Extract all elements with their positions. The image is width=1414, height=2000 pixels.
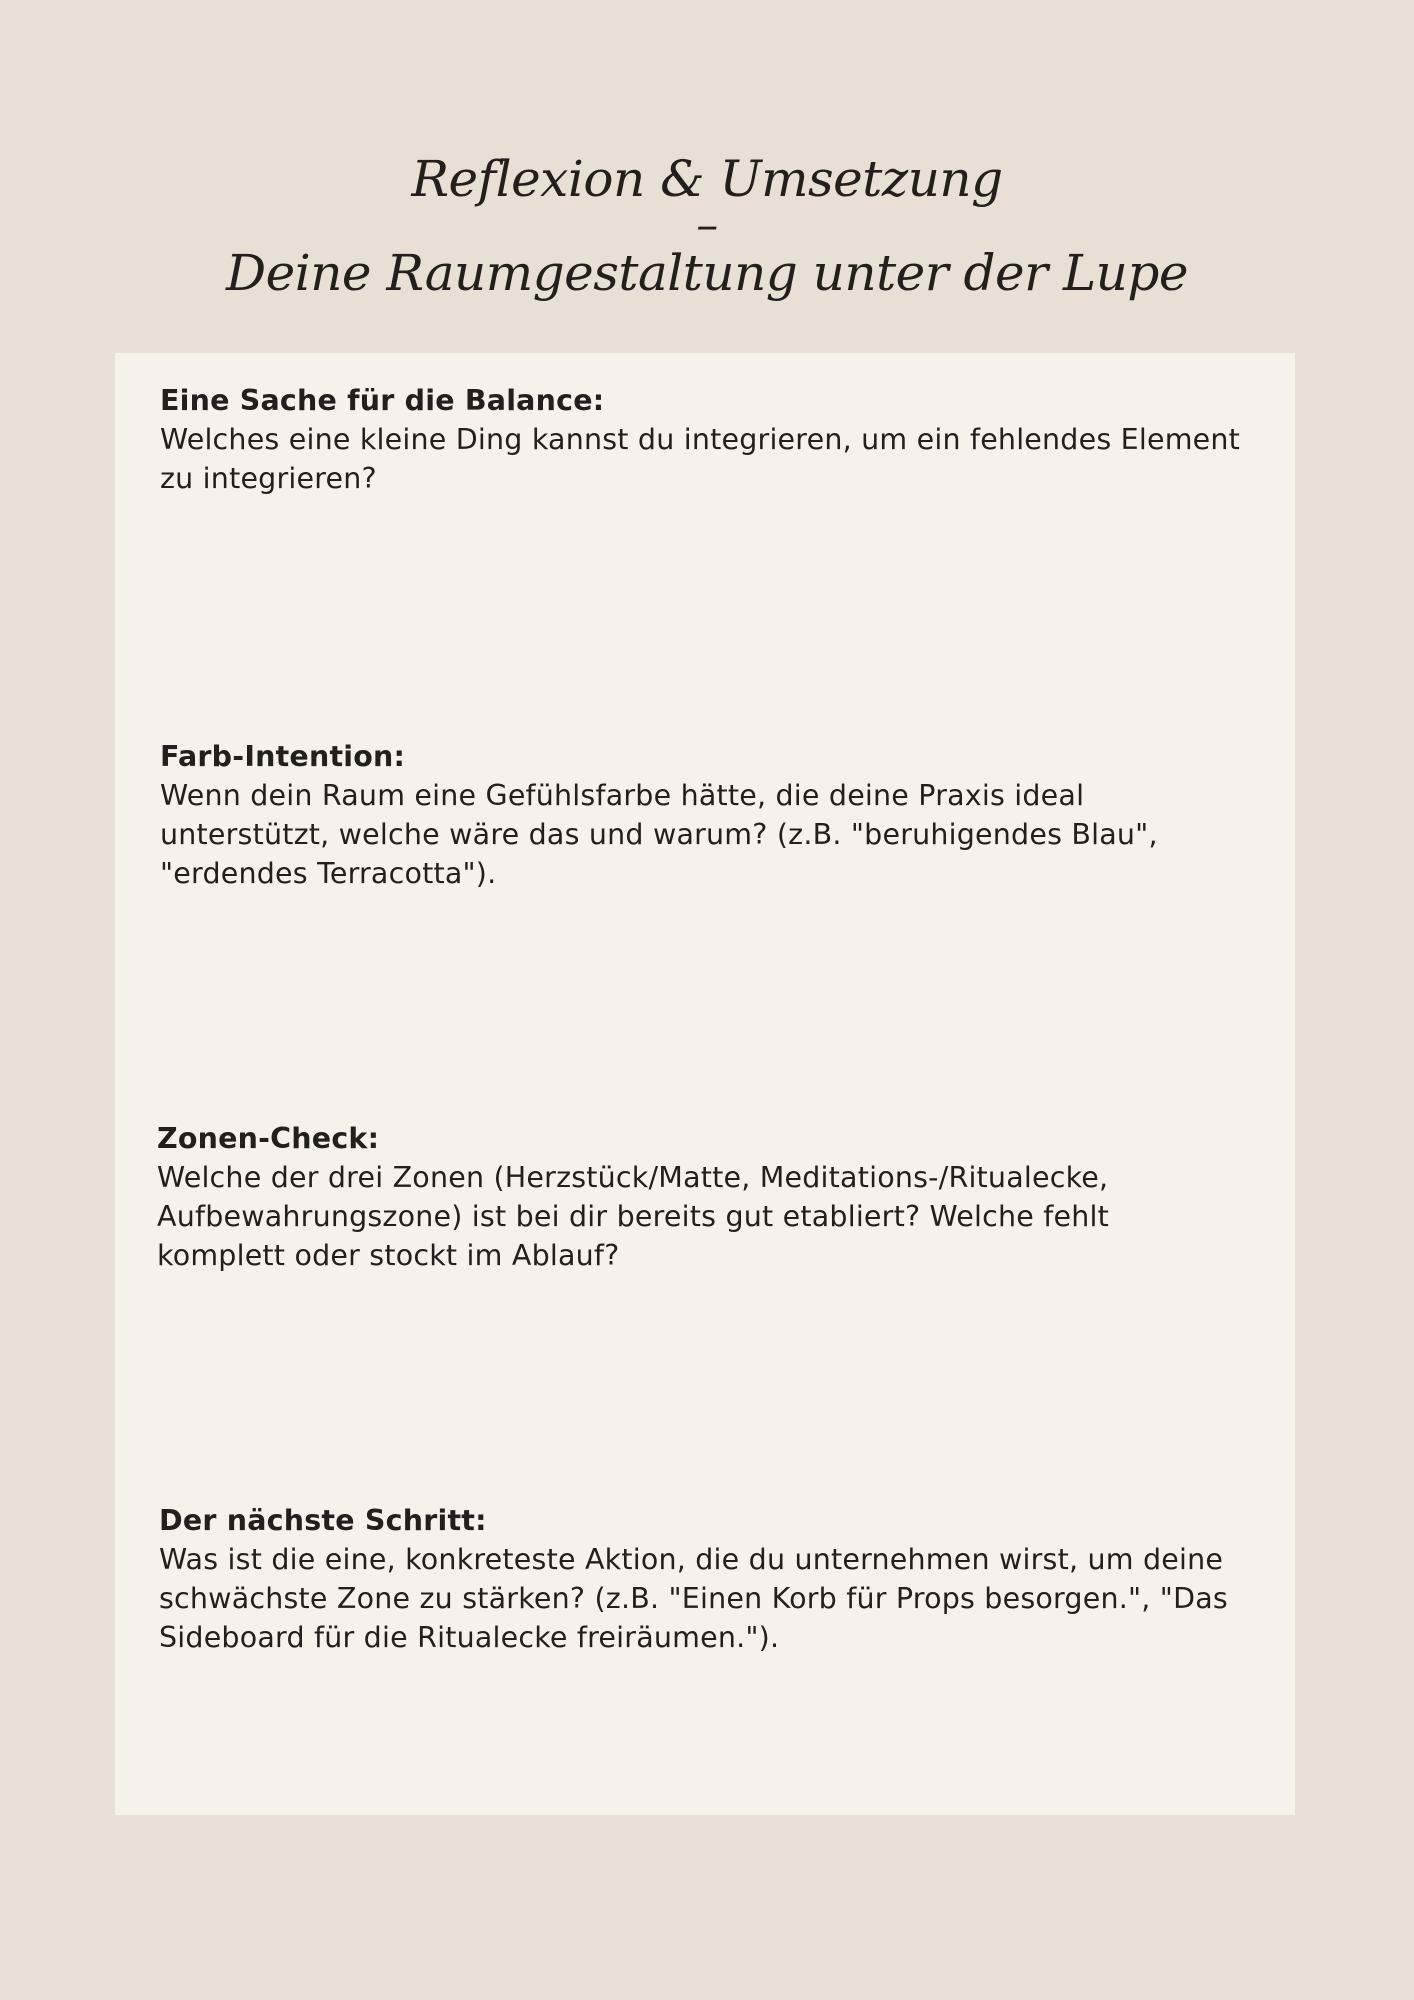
title-line-1: Reflexion & Umsetzung — [411, 150, 1003, 208]
section-question: Was ist die eine, konkreteste Aktion, die du unternehmen wirst, um deine schwächste Zone zu stärken? (z.B. "Einen Korb für Props besorgen.", "Das Sideboard für die Ritualecke freiräumen."). — [159, 1543, 1228, 1654]
title-line-2: Deine Raumgestaltung unter der Lupe — [226, 244, 1188, 302]
section-question: Welche der drei Zonen (Herzstück/Matte, Meditations-/Ritualecke, Aufbewahrungszone) ist bei dir bereits gut etabliert? Welche fehlt komplett oder stockt im Ablauf? — [157, 1161, 1109, 1272]
section-heading: Farb-Intention: — [160, 740, 406, 773]
worksheet-card — [115, 353, 1295, 1815]
section-balance — [160, 381, 1280, 498]
section-heading: Der nächste Schritt: — [159, 1504, 487, 1537]
section-question: Wenn dein Raum eine Gefühlsfarbe hätte, die deine Praxis ideal unterstützt, welche wäre das und warum? (z.B. "beruhigendes Blau", "erdendes Terracotta"). — [160, 779, 1158, 890]
page-title: Reflexion & Umsetzung – Deine Raumgestaltung unter der Lupe — [0, 132, 1414, 320]
section-color-intention — [160, 737, 1280, 893]
section-next-step — [159, 1501, 1279, 1657]
section-question: Welches eine kleine Ding kannst du integrieren, um ein fehlendes Element zu integrieren? — [160, 423, 1241, 495]
section-zone-check — [157, 1119, 1277, 1275]
section-heading: Zonen-Check: — [157, 1122, 380, 1155]
section-heading: Eine Sache für die Balance: — [160, 384, 605, 417]
